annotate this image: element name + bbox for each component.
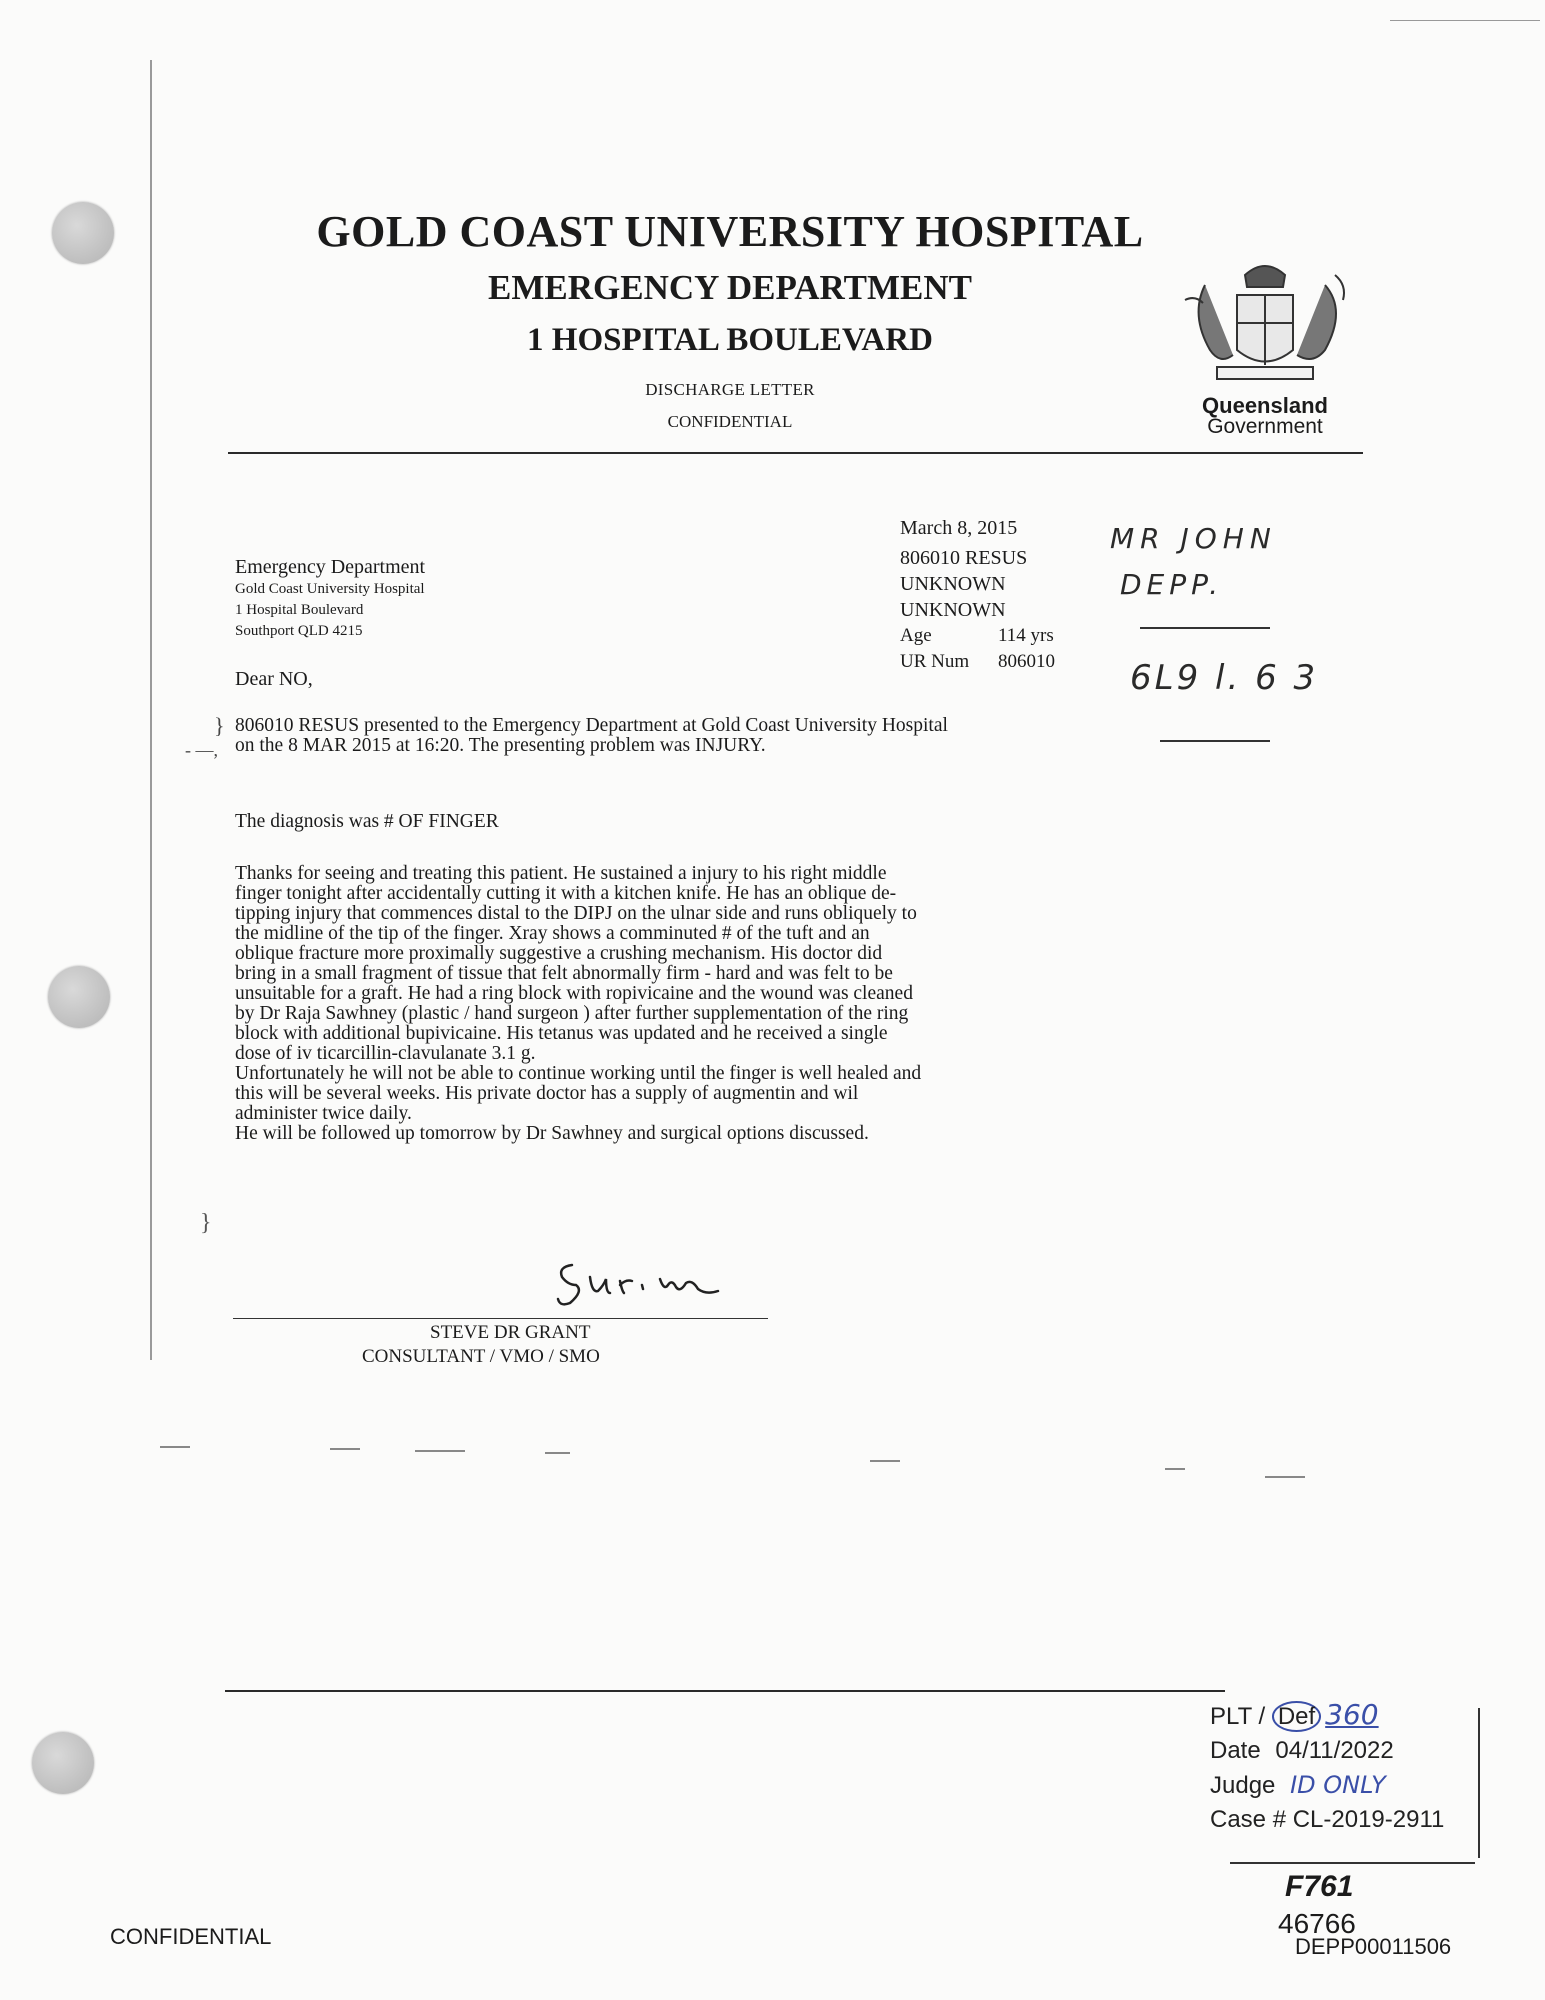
- salutation: Dear NO,: [235, 668, 313, 690]
- body-line: block with additional bupivicaine. His tetanus was updated and he received a single: [235, 1023, 888, 1044]
- handwritten-underline-1: [1140, 627, 1270, 629]
- age-value: 114 yrs: [998, 625, 1054, 646]
- bates-number: DEPP00011506: [1295, 1934, 1452, 1959]
- footer-divider: [225, 1690, 1225, 1692]
- scan-noise: [415, 1450, 465, 1452]
- scan-noise: [545, 1452, 570, 1454]
- hospital-name: GOLD COAST UNIVERSITY HOSPITAL: [316, 207, 1144, 256]
- hole-punch-middle: [48, 966, 110, 1028]
- header-divider: [228, 452, 1363, 454]
- sender-hospital: Gold Coast University Hospital: [235, 581, 425, 597]
- logo-government: Government: [1207, 415, 1323, 438]
- clinical-notes: [235, 864, 1035, 1144]
- ur-label: UR Num: [900, 651, 970, 672]
- body-line: Unfortunately he will not be able to continue working until the finger is well healed and: [235, 1063, 922, 1084]
- judge-value: ID ONLY: [1290, 1771, 1386, 1799]
- scan-noise: [1165, 1468, 1185, 1470]
- case-value: CL-2019-2911: [1292, 1806, 1445, 1833]
- ur-value: 806010: [998, 651, 1055, 672]
- judge-label: Judge: [1210, 1772, 1276, 1799]
- intro-line-2: on the 8 MAR 2015 at 16:20. The presenting problem was INJURY.: [235, 735, 766, 756]
- signatory-title: CONSULTANT / VMO / SMO: [362, 1346, 600, 1367]
- body-line: the midline of the tip of the finger. Xray shows a comminuted # of the tuft and an: [235, 923, 870, 944]
- body-line: by Dr Raja Sawhney (plastic / hand surgeon ) after further supplementation of the ring: [235, 1003, 909, 1024]
- handwritten-signature: [550, 1255, 740, 1315]
- sender-dept: Emergency Department: [235, 556, 426, 578]
- scan-noise: [870, 1460, 900, 1462]
- intro-paragraph: [235, 716, 1055, 756]
- form-code: F761: [1285, 1870, 1354, 1903]
- plt-label: PLT /: [1210, 1703, 1266, 1730]
- body-line: unsuitable for a graft. He had a ring block with ropivicaine and the wound was cleaned: [235, 983, 913, 1004]
- body-line: finger tonight after accidentally cutting it with a kitchen knife. He has an oblique de-: [235, 883, 897, 904]
- handwritten-name-line1: MR JOHN: [1110, 522, 1277, 555]
- sender-address: [235, 555, 535, 642]
- left-binding-line: [150, 60, 152, 1360]
- date-value: 04/11/2022: [1275, 1737, 1394, 1764]
- exhibit-number: 360: [1325, 1698, 1379, 1731]
- hole-punch-top: [52, 202, 114, 264]
- age-label: Age: [900, 625, 932, 646]
- scan-noise: [160, 1446, 190, 1448]
- queensland-government-logo: [1175, 255, 1355, 445]
- footer-number: 46766: [1278, 1908, 1356, 1939]
- date-label: Date: [1210, 1737, 1261, 1764]
- handwritten-underline-2: [1160, 740, 1270, 742]
- department-name: EMERGENCY DEPARTMENT: [488, 268, 972, 307]
- margin-bracket-mark-2: }: [200, 1210, 212, 1236]
- patient-details: [900, 515, 1100, 685]
- document-type: DISCHARGE LETTER: [645, 380, 815, 399]
- stamp-right-border: [1478, 1708, 1480, 1858]
- footer-confidential: CONFIDENTIAL: [110, 1924, 272, 1949]
- handwritten-name-line2: DEPP.: [1120, 568, 1224, 601]
- coat-of-arms-icon: [1175, 255, 1355, 395]
- signature-line: [233, 1318, 768, 1319]
- body-line: oblique fracture more proximally suggestive a crushing mechanism. His doctor did: [235, 943, 883, 964]
- scan-noise: [1265, 1476, 1305, 1478]
- body-line: Thanks for seeing and treating this patient. He sustained a injury to his right middle: [235, 863, 887, 884]
- letterhead: [230, 200, 1230, 440]
- body-line: bring in a small fragment of tissue that felt abnormally firm - hard and was felt to be: [235, 963, 893, 984]
- sender-street: 1 Hospital Boulevard: [235, 602, 364, 618]
- margin-bracket-mark: }: [214, 713, 225, 738]
- margin-dash-mark: - —,: [185, 740, 218, 760]
- def-label: Def: [1272, 1701, 1321, 1732]
- signatory-name: STEVE DR GRANT: [430, 1322, 591, 1343]
- confidential-label: CONFIDENTIAL: [667, 412, 793, 431]
- scan-noise: [330, 1448, 360, 1450]
- sender-city: Southport QLD 4215: [235, 623, 363, 639]
- top-corner-line: [1390, 20, 1540, 21]
- case-label: Case #: [1210, 1806, 1287, 1833]
- diagnosis-line: The diagnosis was # OF FINGER: [235, 811, 499, 832]
- body-line: this will be several weeks. His private doctor has a supply of augmentin and wil: [235, 1083, 859, 1104]
- hospital-address: 1 HOSPITAL BOULEVARD: [527, 322, 933, 358]
- body-line: dose of iv ticarcillin-clavulanate 3.1 g.: [235, 1043, 536, 1064]
- body-line: He will be followed up tomorrow by Dr Sawhney and surgical options discussed.: [235, 1123, 869, 1144]
- hole-punch-bottom: [32, 1732, 94, 1794]
- stamp-date-row: [1210, 1734, 1480, 1768]
- patient-field-unknown-1: UNKNOWN: [900, 573, 1006, 595]
- stamp-bottom-border: [1230, 1862, 1475, 1864]
- body-line: administer twice daily.: [235, 1103, 412, 1124]
- body-line: tipping injury that commences distal to the DIPJ on the ulnar side and runs obliquely to: [235, 903, 917, 924]
- exhibit-stamp: [1210, 1698, 1480, 1858]
- stamp-plt-def-row: [1210, 1698, 1480, 1734]
- intro-line-1: 806010 RESUS presented to the Emergency Department at Gold Coast University Hospital: [235, 715, 948, 736]
- patient-ur-number: [900, 649, 1100, 675]
- logo-queensland: Queensland: [1202, 393, 1328, 418]
- stamp-case-row: [1210, 1803, 1480, 1837]
- handwritten-number: 6L9 l. 6 3: [1130, 658, 1319, 698]
- patient-age: [900, 623, 1100, 649]
- stamp-judge-row: [1210, 1768, 1480, 1803]
- letter-date: March 8, 2015: [900, 517, 1018, 539]
- patient-id: 806010 RESUS: [900, 547, 1028, 569]
- patient-field-unknown-2: UNKNOWN: [900, 599, 1006, 621]
